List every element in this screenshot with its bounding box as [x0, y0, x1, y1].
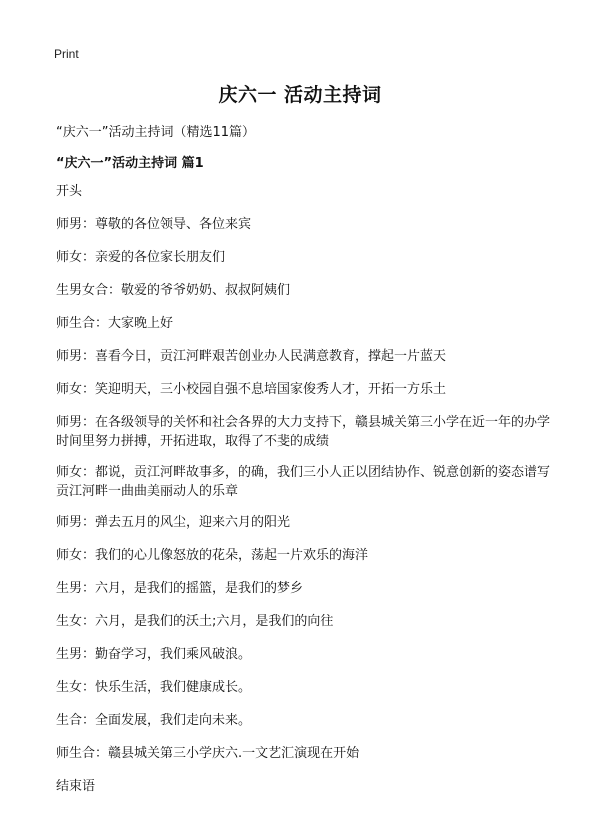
- script-line: 师男：喜看今日，贡江河畔艰苦创业办人民满意教育，撑起一片蓝天: [56, 349, 447, 364]
- document-subtitle: “庆六一”活动主持词（精选11篇）: [56, 125, 256, 140]
- script-line: 生男：勤奋学习，我们乘风破浪。: [56, 647, 252, 662]
- print-link[interactable]: Print: [54, 47, 79, 61]
- script-line: 生女：快乐生活，我们健康成长。: [56, 680, 252, 695]
- script-line: 师女：我们的心儿像怒放的花朵，荡起一片欢乐的海洋: [56, 548, 369, 563]
- script-line: 师生合：大家晚上好: [56, 316, 174, 331]
- script-line: 生合：全面发展，我们走向未来。: [56, 713, 252, 728]
- script-line: 师男：在各级领导的关怀和社会各界的大力支持下，赣县城关第三小学在近一年的办学时间里努力拼搏，开拓进取，取得了不斐的成绩: [56, 415, 551, 449]
- script-line: 开头: [56, 184, 83, 199]
- script-lines: [56, 182, 556, 796]
- script-line: 师女：笑迎明天，三小校园自强不息培国家俊秀人才，开拓一方乐土: [56, 382, 447, 397]
- script-line: 结束语: [56, 779, 96, 794]
- script-line: 生男：六月，是我们的摇篮，是我们的梦乡: [56, 581, 304, 596]
- script-line: 师男：弹去五月的风尘，迎来六月的阳光: [56, 515, 291, 530]
- document-title: 庆六一 活动主持词: [218, 84, 382, 106]
- script-line: 师女：都说，贡江河畔故事多，的确，我们三小人正以团结协作、锐意创新的姿态谱写贡江河畔一曲曲美丽动人的乐章: [56, 465, 551, 499]
- script-line: 生男女合：敬爱的爷爷奶奶、叔叔阿姨们: [56, 283, 291, 298]
- script-line: 生女：六月，是我们的沃土;六月，是我们的向往: [56, 614, 334, 629]
- script-line: 师生合：赣县城关第三小学庆六.一文艺汇演现在开始: [56, 746, 360, 761]
- script-line: 师女：亲爱的各位家长朋友们: [56, 250, 226, 265]
- script-line: 师男：尊敬的各位领导、各位来宾: [56, 217, 252, 232]
- section-heading: “庆六一”活动主持词 篇1: [56, 156, 204, 171]
